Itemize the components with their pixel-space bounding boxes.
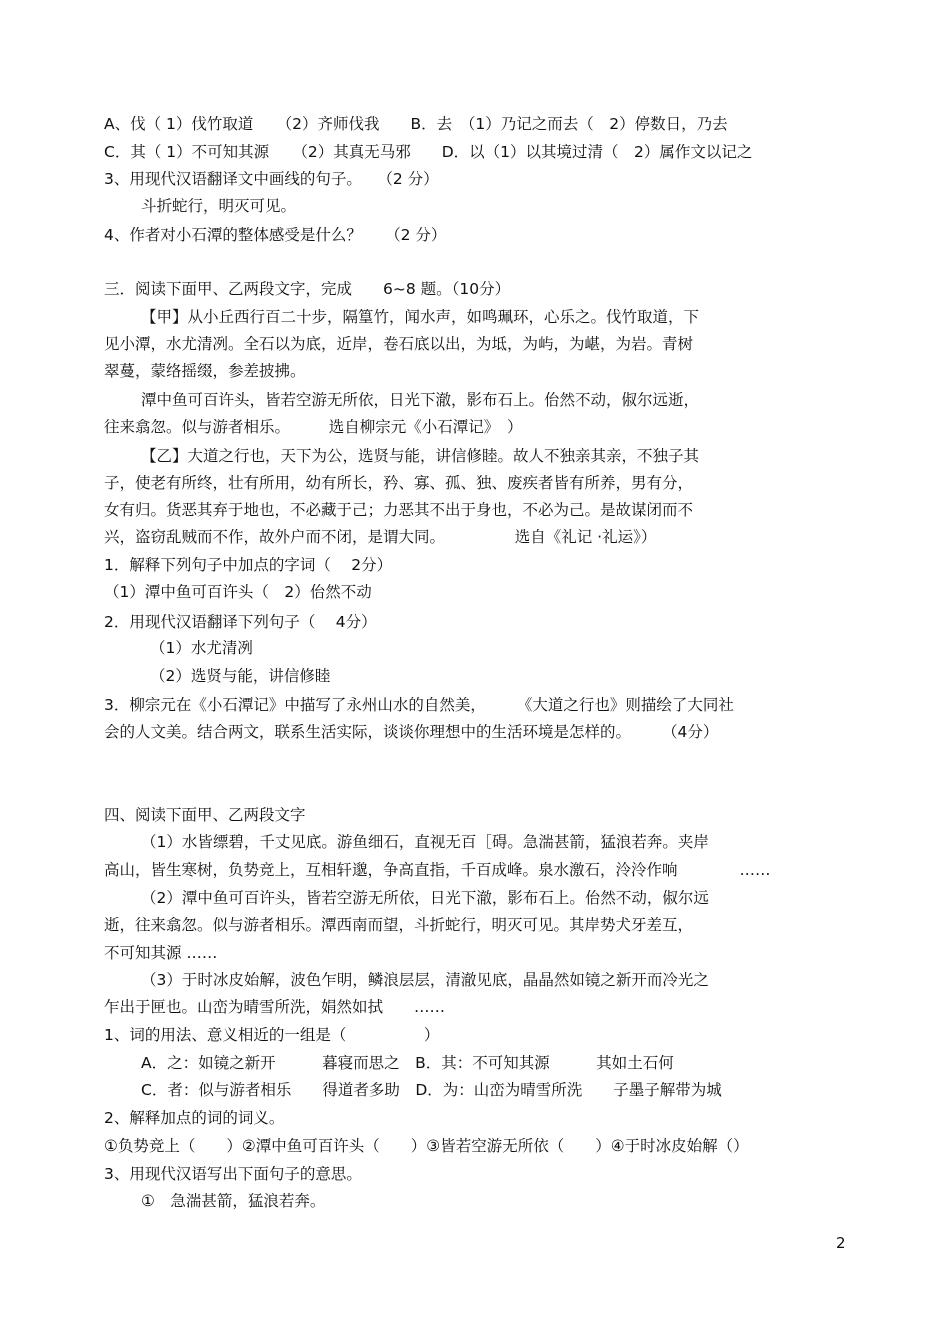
q-option-ab-line: A、伐（ 1）伐竹取道 （2）齐师伐我 B．去 （1）乃记之而去（ 2）停数日，乃去 (104, 115, 728, 133)
s4-passage-3-line-2: 乍出于匣也。山峦为晴雪所洗，娟然如拭 …… (104, 998, 446, 1016)
s3-question-3-line-2: 会的人文美。结合两文，联系生活实际，谈谈你理想中的生活环境是怎样的。 （4分） (104, 723, 719, 741)
s4-passage-2-line-2: 逝，往来翕忽。似与游者相乐。潭西南而望，斗折蛇行，明灭可见。其岸势犬牙差互， (104, 916, 694, 934)
s4-passage-3-line-1: （3）于时冰皮始解，波色乍明，鳞浪层层，清澈见底，晶晶然如镜之新开而冷光之 (141, 971, 709, 989)
passage-yi-line-3: 女有归。货恶其弃于地也，不必藏于己；力恶其不出于身也，不必为己。是故谋闭而不 (104, 501, 694, 519)
passage-jia-line-5: 往来翕忽。似与游者相乐。 选自柳宗元《小石潭记》 ） (104, 418, 523, 436)
question-4: 4、作者对小石潭的整体感受是什么？ （2 分） (104, 226, 447, 244)
q-option-cd-line: C．其（ 1）不可知其源 （2）其真无马邪 D．以（1）以其境过清（ 2）属作文以记之 (104, 143, 753, 161)
passage-jia-line-1: 【甲】从小丘西行百二十步，隔篁竹，闻水声，如鸣珮环，心乐之。伐竹取道，下 (141, 308, 700, 326)
section-3-heading: 三．阅读下面甲、乙两段文字，完成 6~8 题。（10分） (104, 280, 511, 298)
s3-question-2-item-1: （1）水尤清冽 (150, 639, 253, 657)
section-4-heading: 四、阅读下面甲、乙两段文字 (104, 806, 306, 824)
s3-question-2: 2．用现代汉语翻译下列句子（ 4分） (104, 613, 377, 631)
s4-question-3-item-1: ① 急湍甚箭，猛浪若奔。 (141, 1192, 326, 1210)
s4-passage-1-line-1: （1）水皆缥碧，千丈见底。游鱼细石，直视无百［碍。急湍甚箭，猛浪若奔。夹岸 (141, 833, 709, 851)
s4-passage-2-line-1: （2）潭中鱼可百许头，皆若空游无所依，日光下澈，影布石上。佁然不动，俶尔远 (141, 889, 709, 907)
passage-yi-line-4: 兴，盗窃乱贼而不作，故外户而不闭，是谓大同。 选自《礼记 ·礼运》） (104, 528, 657, 546)
s3-question-1-items: （1）潭中鱼可百许头（ 2）佁然不动 (104, 583, 372, 601)
question-3-sentence: 斗折蛇行，明灭可见。 (141, 197, 297, 215)
s3-question-1: 1．解释下列句子中加点的字词（ 2分） (104, 556, 393, 574)
s4-question-1: 1、词的用法、意义相近的一组是（ ） (104, 1026, 440, 1044)
page-number: 2 (836, 1234, 846, 1252)
s4-passage-1-line-2: 高山，皆生寒树，负势竞上，互相轩邈，争高直指，千百成峰。泉水激石，泠泠作响 …… (104, 861, 771, 879)
passage-jia-line-2: 见小潭，水尤清冽。全石以为底，近岸，卷石底以出，为坻，为屿，为嵁，为岩。青树 (104, 335, 694, 353)
s4-question-2: 2、解释加点的词的词义。 (104, 1109, 285, 1127)
passage-jia-line-3: 翠蔓，蒙络摇缀，参差披拂。 (104, 362, 306, 380)
s4-question-3: 3、用现代汉语写出下面句子的意思。 (104, 1165, 362, 1183)
passage-yi-line-2: 子，使老有所终，壮有所用，幼有所长，矜、寡、孤、独、废疾者皆有所养，男有分， (104, 474, 694, 492)
question-3-translate: 3、用现代汉语翻译文中画线的句子。 （2 分） (104, 170, 439, 188)
s4-passage-2-line-3: 不可知其源 …… (104, 944, 218, 962)
s3-question-2-item-2: （2）选贤与能，讲信修睦 (150, 667, 331, 685)
s4-question-1-options-cd: C．者：似与游者相乐 得道者多助 D．为：山峦为晴雪所洗 子墨子解带为城 (141, 1081, 722, 1099)
passage-yi-line-1: 【乙】大道之行也，天下为公，选贤与能，讲信修睦。故人不独亲其亲，不独子其 (141, 447, 700, 465)
s4-question-1-options-ab: A．之：如镜之新开 暮寝而思之 B．其：不可知其源 其如土石何 (141, 1054, 674, 1072)
s4-question-2-items: ①负势竞上（ ）②潭中鱼可百许头（ ）③皆若空游无所依（ ）④于时冰皮始解（） (104, 1137, 749, 1155)
s3-question-3-line-1: 3．柳宗元在《小石潭记》中描写了永州山水的自然美， 《大道之行也》则描绘了大同社 (104, 696, 734, 714)
passage-jia-line-4: 潭中鱼可百许头，皆若空游无所依，日光下澈，影布石上。佁然不动，俶尔远逝， (141, 391, 700, 409)
